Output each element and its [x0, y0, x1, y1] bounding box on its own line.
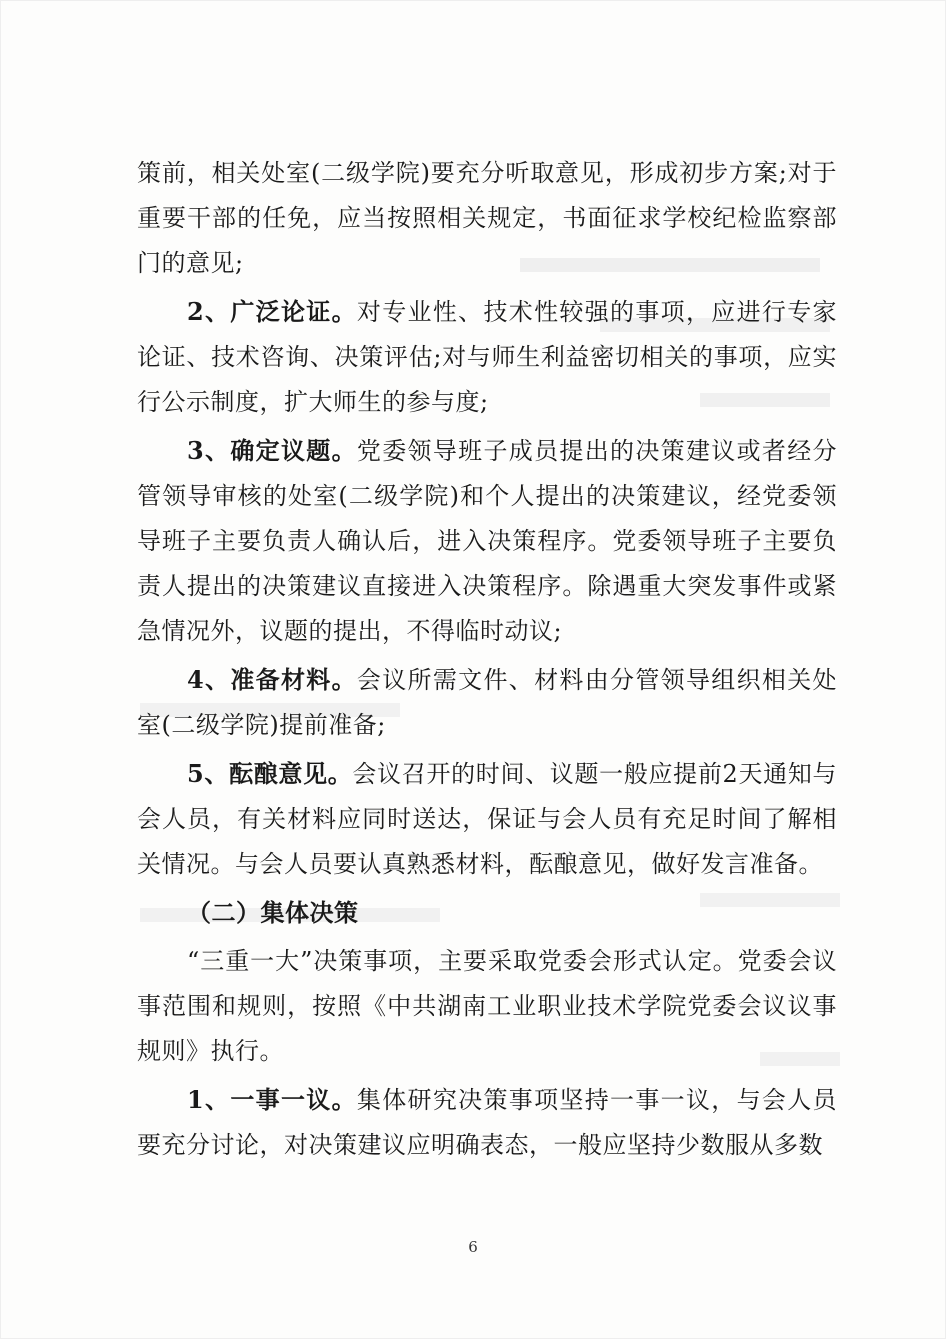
- section-heading: （二）集体决策: [187, 898, 359, 927]
- paragraph-lead: 1、一事一议。: [187, 1085, 357, 1114]
- paragraph-text: 会议召开的时间、议题一般应提前2天通知与会人员，有关材料应同时送达，保证与会人员有充足时间了解相关情况。与会人员要认真熟悉材料，酝酿意见，做好发言准备。: [137, 760, 837, 878]
- paragraph-lead: 5、酝酿意见。: [187, 759, 353, 788]
- paragraph-6: [137, 938, 837, 1074]
- document-body: [137, 150, 837, 1171]
- paragraph-lead: 4、准备材料。: [187, 665, 357, 694]
- paragraph-text: 集体研究决策事项坚持一事一议，与会人员要充分讨论，对决策建议应明确表态，一般应坚持少数服从多数: [137, 1086, 838, 1159]
- paragraph-1: [137, 150, 837, 286]
- paragraph-text: “三重一大”决策事项，主要采取党委会形式认定。党委会议事范围和规则，按照《中共湖南工业职业技术学院党委会议议事规则》执行。: [137, 947, 837, 1065]
- paragraph-7: [137, 1077, 837, 1168]
- paragraph-text: 策前，相关处室(二级学院)要充分听取意见，形成初步方案;对于重要干部的任免，应当按照相关规定，书面征求学校纪检监察部门的意见;: [137, 159, 837, 277]
- paragraph-lead: 2、广泛论证。: [187, 297, 357, 326]
- paragraph-lead: 3、确定议题。: [187, 436, 357, 465]
- page-number: 6: [468, 1238, 478, 1256]
- paragraph-4: [137, 657, 837, 748]
- paragraph-text: 党委领导班子成员提出的决策建议或者经分管领导审核的处室(二级学院)和个人提出的决策建议，经党委领导班子主要负责人确认后，进入决策程序。党委领导班子主要负责人提出的决策建议直接进入决策程序。除遇重大突发事件或紧急情况外，议题的提出，不得临时动议;: [137, 437, 838, 645]
- paragraph-5: [137, 751, 837, 887]
- paragraph-2: [137, 289, 837, 425]
- paragraph-3: [137, 428, 837, 654]
- paragraph-text: 对专业性、技术性较强的事项，应进行专家论证、技术咨询、决策评估;对与师生利益密切相关的事项，应实行公示制度，扩大师生的参与度;: [137, 298, 838, 416]
- paragraph-text: 会议所需文件、材料由分管领导组织相关处室(二级学院)提前准备;: [137, 666, 838, 739]
